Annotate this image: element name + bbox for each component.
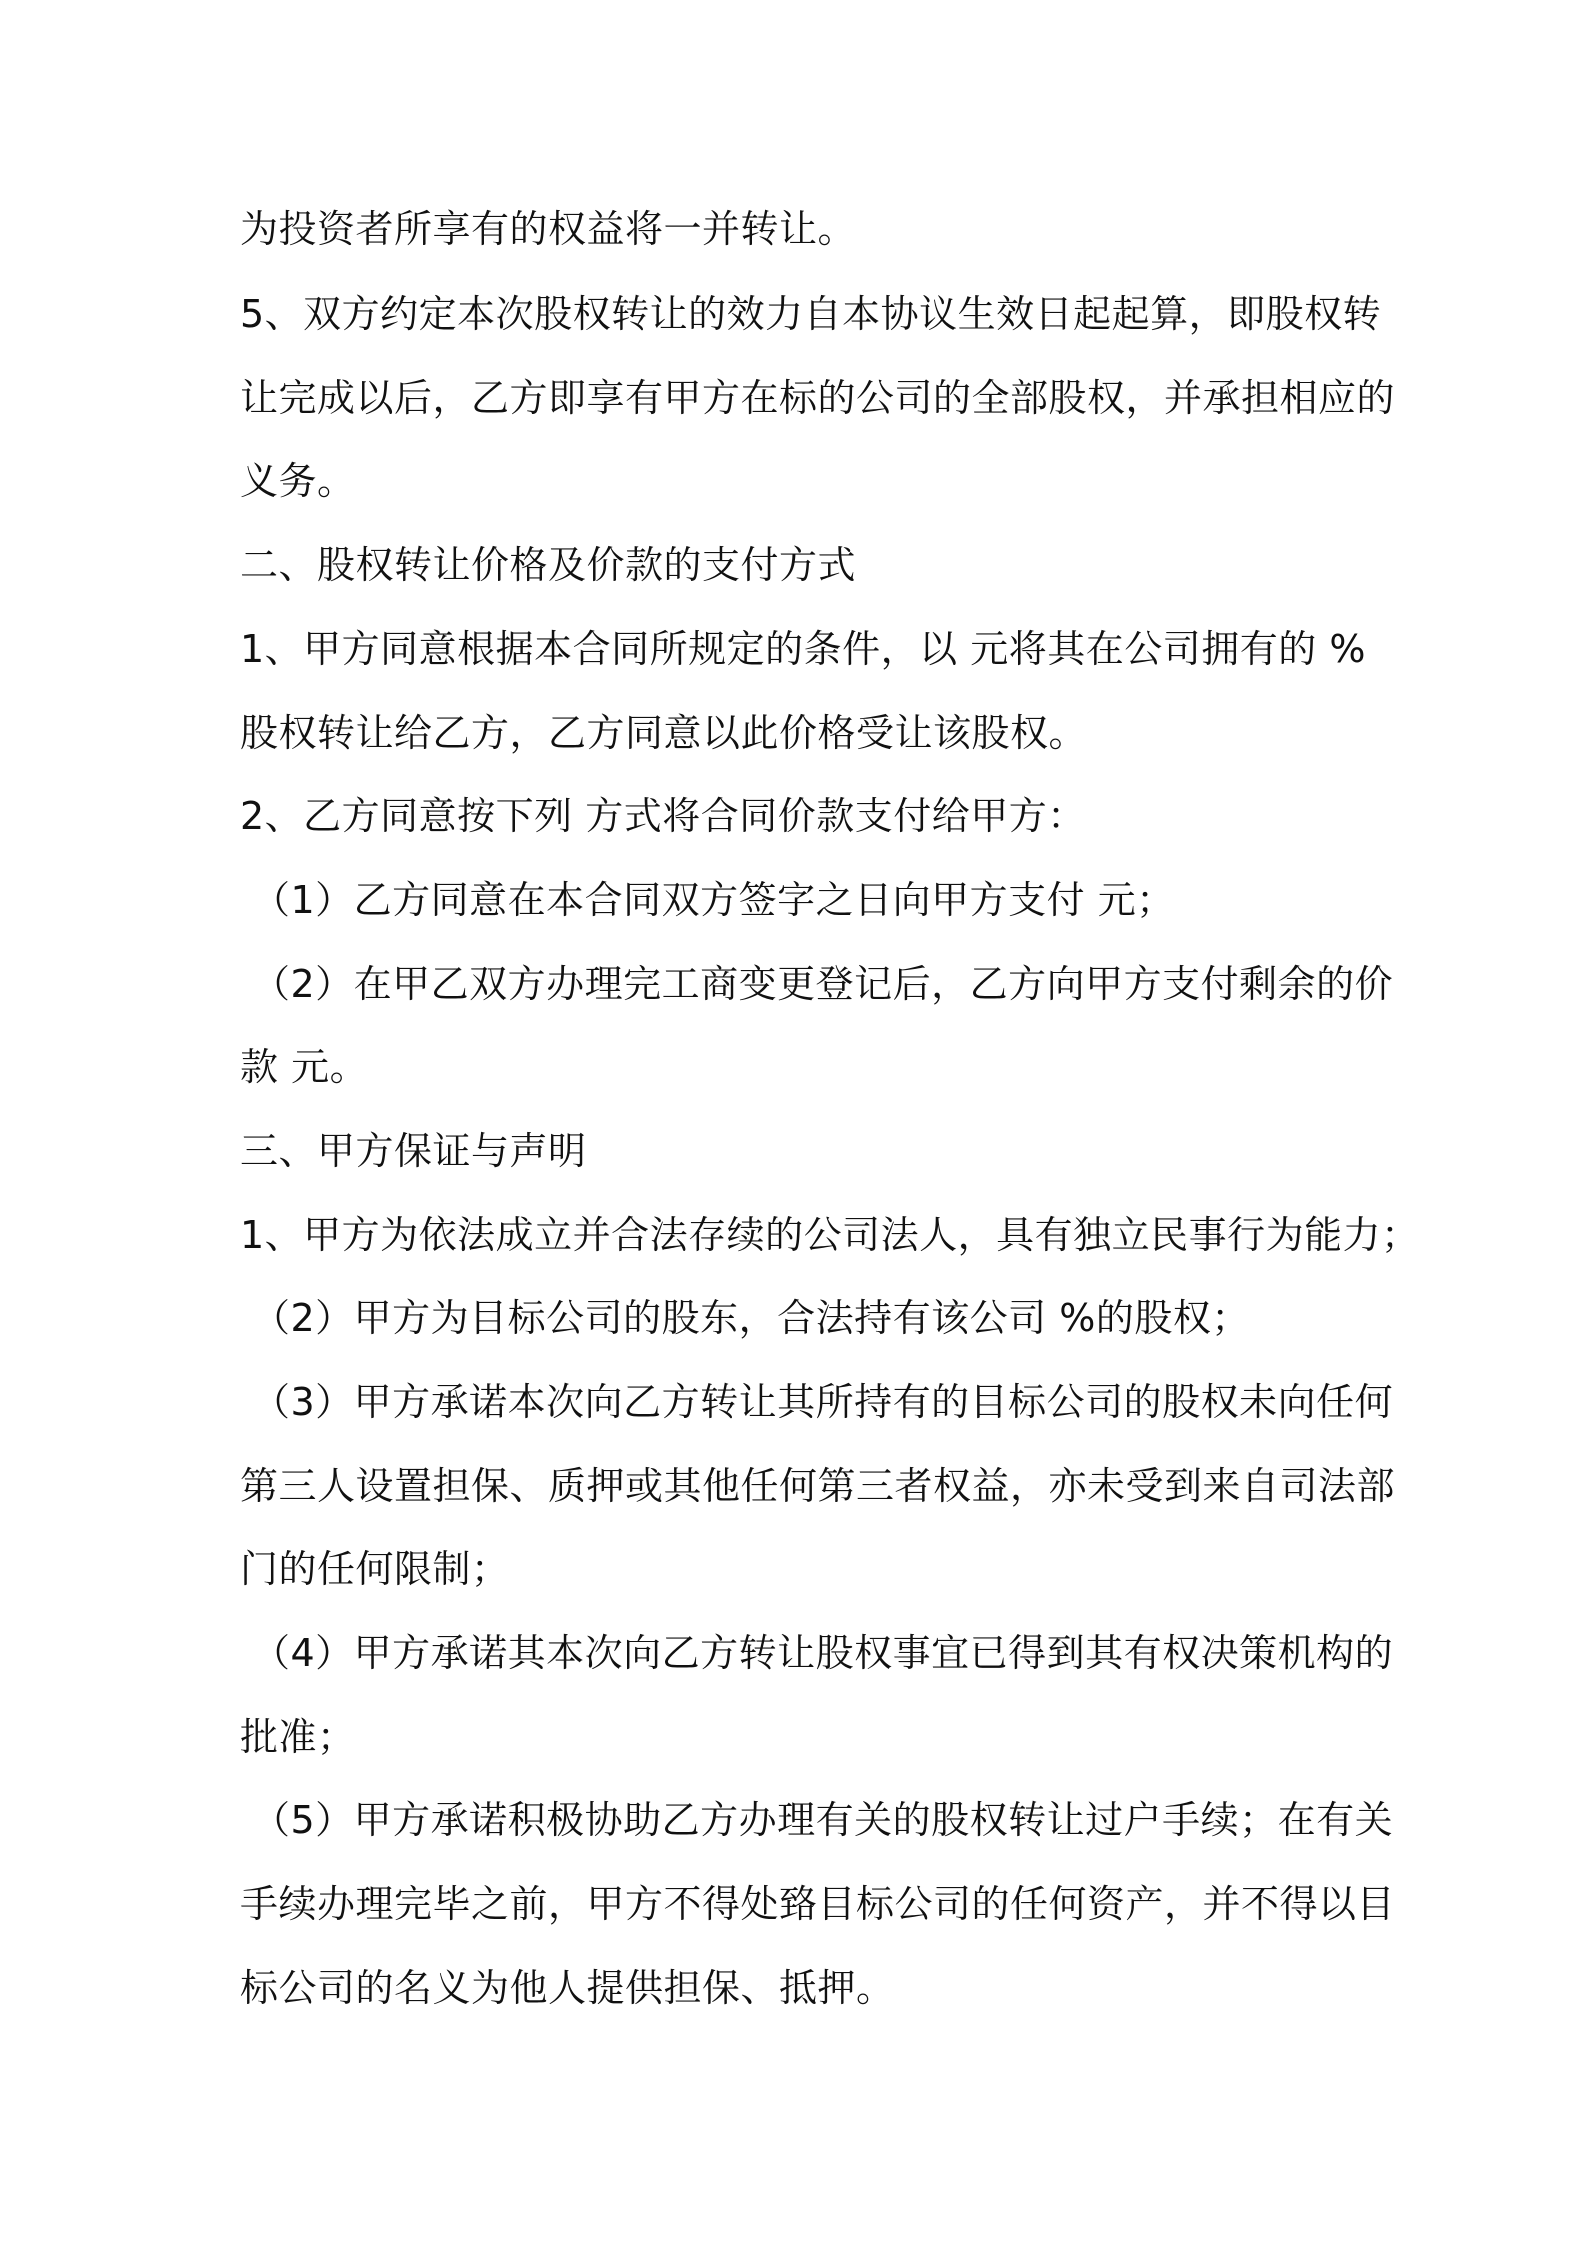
text-line-4: 义务。 <box>240 459 356 503</box>
text-line-16: 第三人设置担保、质押或其他任何第三者权益，亦未受到来自司法部 <box>240 1464 1396 1508</box>
section-heading-2: 二、股权转让价格及价款的支付方式 <box>240 543 857 587</box>
text-line-19: 批准； <box>240 1715 356 1759</box>
text-line-18: （4）甲方承诺其本次向乙方转让股权事宜已得到其有权决策机构的 <box>252 1631 1394 1675</box>
section-heading-3: 三、甲方保证与声明 <box>240 1129 587 1173</box>
text-line-8: 2、乙方同意按下列 方式将合同价款支付给甲方： <box>240 794 1086 838</box>
text-line-14: （2）甲方为目标公司的股东，合法持有该公司 %的股权； <box>252 1296 1250 1340</box>
text-line-11: 款 元。 <box>240 1045 369 1089</box>
text-line-13: 1、甲方为依法成立并合法存续的公司法人，具有独立民事行为能力； <box>240 1213 1420 1257</box>
text-line-1: 为投资者所享有的权益将一并转让。 <box>240 207 857 251</box>
text-line-3: 让完成以后，乙方即享有甲方在标的公司的全部股权，并承担相应的 <box>240 376 1396 420</box>
text-line-22: 标公司的名义为他人提供担保、抵押。 <box>240 1966 895 2010</box>
text-line-17: 门的任何限制； <box>240 1547 510 1591</box>
text-line-21: 手续办理完毕之前，甲方不得处臵目标公司的任何资产，并不得以目 <box>240 1882 1396 1926</box>
text-line-2: 5、双方约定本次股权转让的效力自本协议生效日起起算，即股权转 <box>240 292 1382 336</box>
text-line-9: （1）乙方同意在本合同双方签字之日向甲方支付 元； <box>252 878 1175 922</box>
text-line-20: （5）甲方承诺积极协助乙方办理有关的股权转让过户手续；在有关 <box>252 1798 1394 1842</box>
text-line-7: 股权转让给乙方，乙方同意以此价格受让该股权。 <box>240 711 1088 755</box>
text-line-15: （3）甲方承诺本次向乙方转让其所持有的目标公司的股权未向任何 <box>252 1380 1394 1424</box>
text-line-10: （2）在甲乙双方办理完工商变更登记后，乙方向甲方支付剩余的价 <box>252 962 1394 1006</box>
text-line-6: 1、甲方同意根据本合同所规定的条件，以 元将其在公司拥有的 % <box>240 627 1366 671</box>
